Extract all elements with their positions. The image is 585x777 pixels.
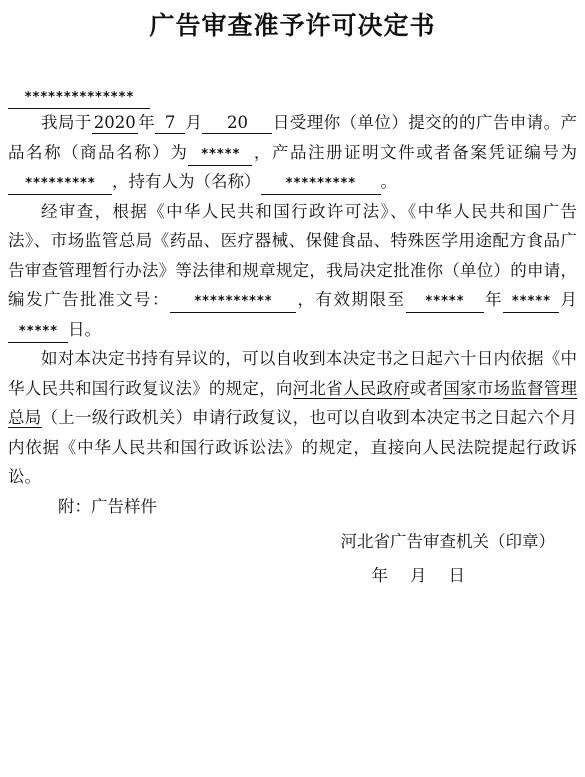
date-year: 年 [371,565,388,585]
expiry-month: ***** [503,292,559,313]
org-link-samr[interactable]: 国家市场监督管理总局 [8,378,578,427]
issue-date [8,561,577,591]
text: 年 [483,290,503,309]
paragraph-appeal [8,344,577,492]
text: 月 [559,290,577,309]
product-name: ***** [188,145,252,166]
text: ，持有人为（名称） [112,172,261,191]
text: 年 [137,113,156,132]
accept-month: 7 [155,113,185,134]
text: ，有效期限至 [296,290,406,309]
document-title: 广告审查准予许可决定书 [149,11,436,40]
issuer-seal: 河北省广告审查机关（印章） [340,532,555,551]
recipient-name: ************** [8,88,150,109]
expiry-day: ***** [8,322,68,343]
paragraph-approval [8,197,577,345]
attachment-note: 附：广告样件 [58,496,157,516]
org-link-hebei-government[interactable]: 河北省人民政府 [292,378,410,398]
accept-day: 20 [202,113,272,134]
text: 经审查，根据《中华人民共和国行政许可法》、《中华人民共和国广告法》、市场监管总局《药品、医疗器械、保健食品、特殊医学用途配方食品广告审查管理暂行办法》等法律和规章规定，我局决定批准你（单位）的申请，编发广告批准文号： [8,201,577,309]
approval-number: ********** [170,292,296,313]
recipient-line [8,84,577,108]
text: ，产品注册证明文件或者备案凭证编号为 [252,142,578,162]
text: 如对本决定书持有异议的，可以自收到本决定书之日起六十日内依据《中华人民共和国行政复议法》的规定，向 [8,349,577,398]
date-day: 日 [448,565,465,585]
text: 日受理你（单位）提交的的广告申请。产品名称（商品名称）为 [8,113,578,162]
text: 。 [380,172,397,191]
expiry-year: ***** [406,292,484,313]
text: 或者 [409,378,444,398]
text: 月 [185,113,203,132]
text: 我局于 [41,113,92,132]
certificate-number: ********* [8,174,112,195]
text: （上一级行政机关）申请行政复议，也可以自收到本决定书之日起六个月内依据《中华人民共和国行政诉讼法》的规定，直接向人民法院提起行政诉讼。 [8,408,578,486]
accept-year: 2020 [93,113,136,132]
text: 日。 [68,319,101,339]
holder-name: ********* [261,174,381,195]
date-month: 月 [410,565,427,585]
paragraph-acceptance [8,108,577,197]
